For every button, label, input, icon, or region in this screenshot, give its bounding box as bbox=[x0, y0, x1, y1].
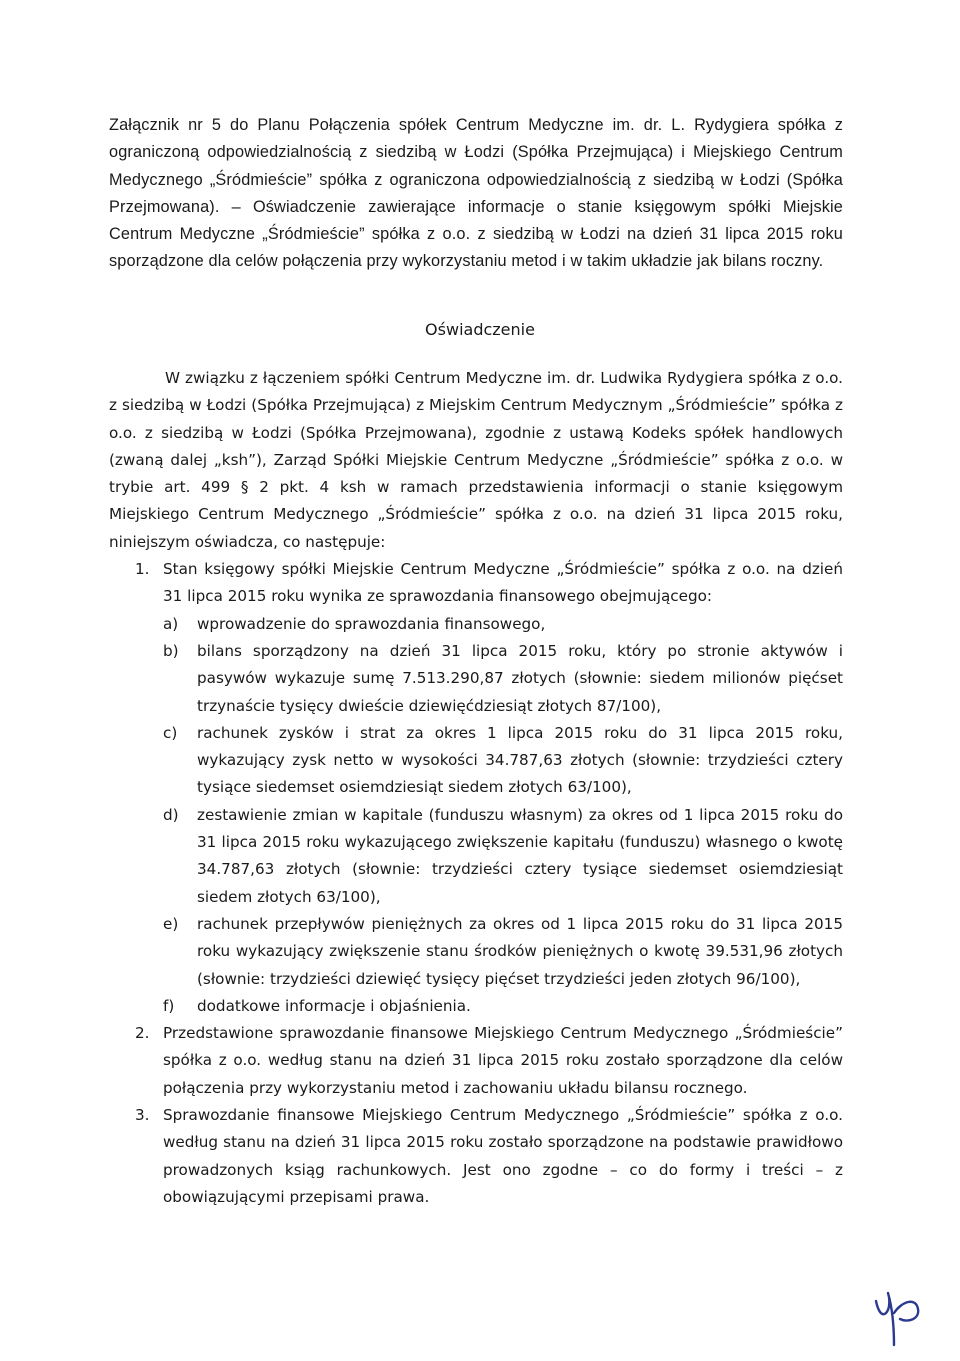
list-item-number: 2. bbox=[135, 1024, 150, 1043]
list-item-2 bbox=[109, 1020, 843, 1102]
sub-item-f bbox=[163, 993, 843, 1020]
list-item-text: Sprawozdanie finansowe Miejskiego Centrum Medycznego „Śródmieście” spółka z o.o. według stanu na dzień 31 lipca 2015 roku zostało sporządzone na podstawie prawidłowo prowadzonych ksiąg rachunkowych. Jest ono zgodne – co do formy i treści – z obowiązującymi przepisami prawa. bbox=[163, 1106, 843, 1206]
attachment-title-paragraph: Załącznik nr 5 do Planu Połączenia spółek Centrum Medyczne im. dr. L. Rydygiera spółka z ograniczoną odpowiedzialnością z siedzibą w Łodzi (Spółka Przejmująca) i Miejskiego Centrum Medycznego „Śródmieście” spółka z ograniczona odpowiedzialnością z siedzibą w Łodzi (Spółka Przejmowana). – Oświadczenie zawierające informacje o stanie księgowym spółki Miejskie Centrum Medyczne „Śródmieście” spółka z o.o. z siedzibą w Łodzi na dzień 31 lipca 2015 roku sporządzone dla celów połączenia przy wykorzystaniu metod i w takim układzie jak bilans roczny. bbox=[109, 116, 843, 271]
opening-paragraph: W związku z łączeniem spółki Centrum Medyczne im. dr. Ludwika Rydygiera spółka z o.o. z siedzibą w Łodzi (Spółka Przejmująca) z Miejskim Centrum Medycznym „Śródmieście” spółka z o.o. z siedzibą w Łodzi (Spółka Przejmowana), zgodnie z ustawą Kodeks spółek handlowych (zwaną dalej „ksh”), Zarząd Spółki Miejskie Centrum Medyczne „Śródmieście” spółka z o.o. w trybie art. 499 § 2 pkt. 4 ksh w ramach przedstawienia informacji o stanie księgowym Miejskiego Centrum Medycznego „Śródmieście” spółka z o.o. na dzień 31 lipca 2015 roku, niniejszym oświadcza, co następuje: bbox=[109, 369, 843, 551]
statement-body bbox=[109, 365, 843, 1211]
list-item-number: 1. bbox=[135, 560, 150, 579]
sub-list bbox=[163, 611, 843, 1020]
sub-item-text: rachunek przepływów pieniężnych za okres od 1 lipca 2015 roku do 31 lipca 2015 roku wykazujący zwiększenie stanu środków pieniężnych o kwotę 39.531,96 złotych (słownie: trzydzieści dziewięć tysięcy pięćset trzydzieści jeden złotych 96/100), bbox=[197, 914, 843, 988]
list-item-number: 3. bbox=[135, 1106, 150, 1125]
list-item-text: Stan księgowy spółki Miejskie Centrum Medyczne „Śródmieście” spółka z o.o. na dzień 31 lipca 2015 roku wynika ze sprawozdania finansowego obejmującego: bbox=[163, 560, 843, 606]
sub-item-letter: d) bbox=[163, 805, 179, 824]
sub-item-text: dodatkowe informacje i objaśnienia. bbox=[197, 996, 471, 1015]
main-list bbox=[109, 556, 843, 1211]
statement-heading: Oświadczenie bbox=[425, 320, 535, 339]
sub-item-letter: c) bbox=[163, 723, 178, 742]
sub-item-text: zestawienie zmian w kapitale (funduszu własnym) za okres od 1 lipca 2015 roku do 31 lipca 2015 roku wykazującego zwiększenie kapitału (funduszu) własnego o kwotę 34.787,63 złotych (słownie: trzydzieści cztery tysiące siedemset osiemdziesiąt siedem złotych 63/100), bbox=[197, 805, 843, 906]
sub-item-b bbox=[163, 638, 843, 720]
sub-item-e bbox=[163, 911, 843, 993]
list-item-3 bbox=[109, 1102, 843, 1211]
sub-item-letter: e) bbox=[163, 914, 179, 933]
sub-item-letter: a) bbox=[163, 614, 179, 633]
sub-item-c bbox=[163, 720, 843, 802]
sub-item-text: wprowadzenie do sprawozdania finansowego, bbox=[197, 614, 546, 633]
list-item-1 bbox=[109, 556, 843, 1020]
sub-item-text: bilans sporządzony na dzień 31 lipca 2015 roku, który po stronie aktywów i pasywów wykazuje sumę 7.513.290,87 złotych (słownie: siedem milionów pięćset trzynaście tysięcy dwieście dziewięćdziesiąt złotych 87/100), bbox=[197, 641, 843, 715]
sub-item-letter: f) bbox=[163, 996, 175, 1015]
sub-item-text: rachunek zysków i strat za okres 1 lipca 2015 roku do 31 lipca 2015 roku, wykazujący zysk netto w wysokości 34.787,63 złotych (słownie: trzydzieści cztery tysiące siedemset osiemdziesiąt siedem złotych 63/100), bbox=[197, 723, 843, 797]
list-item-text: Przedstawione sprawozdanie finansowe Miejskiego Centrum Medycznego „Śródmieście” spółka z o.o. według stanu na dzień 31 lipca 2015 roku zostało sporządzone dla celów połączenia przy wykorzystaniu metod i zachowaniu układu bilansu rocznego. bbox=[163, 1024, 843, 1097]
handwritten-initials-icon bbox=[868, 1283, 928, 1353]
sub-item-d bbox=[163, 802, 843, 911]
sub-item-letter: b) bbox=[163, 641, 179, 660]
sub-item-a bbox=[163, 611, 843, 638]
